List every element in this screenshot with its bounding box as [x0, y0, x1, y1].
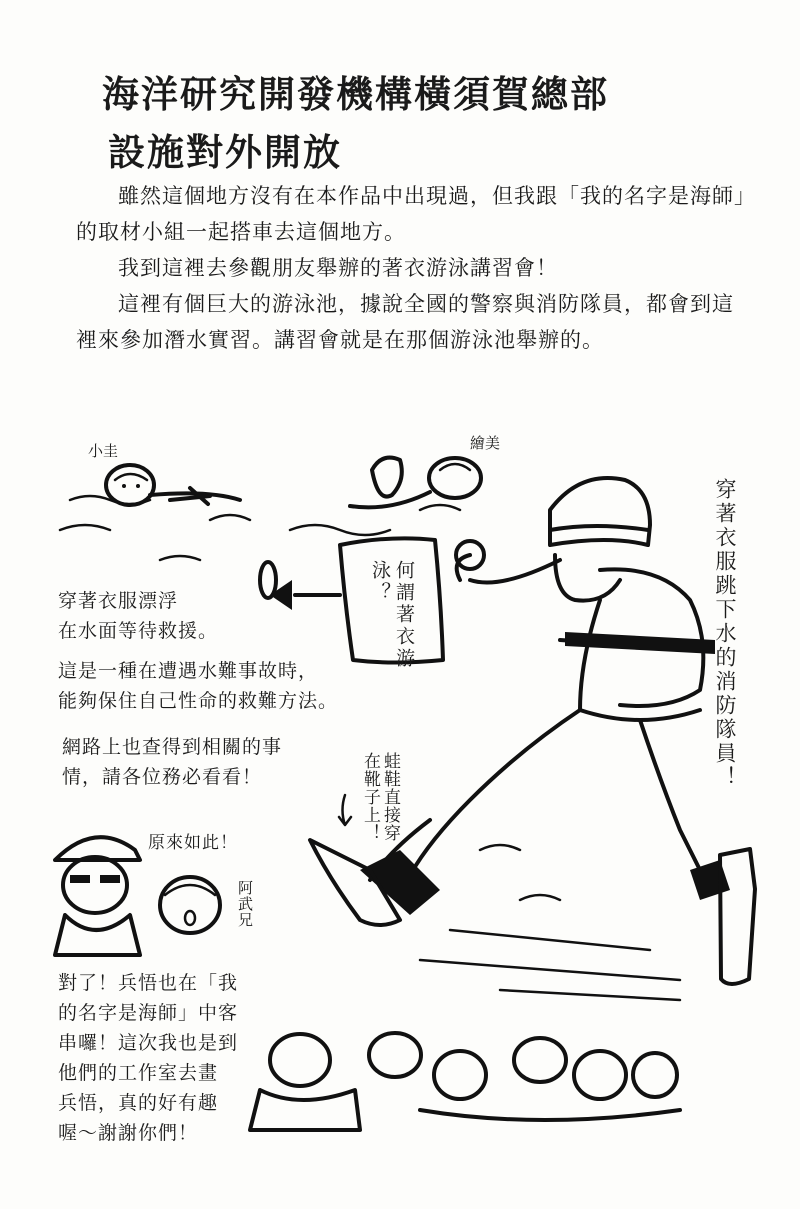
- intro-paragraph-3: 這裡有個巨大的游泳池，據說全國的警察與消防隊員，都會到這裡來參加潛水實習。講習會就是在那個游泳池舉辦的。: [76, 292, 734, 352]
- floating-person-xiaogui: [106, 465, 240, 505]
- crowd-figures: [250, 1033, 680, 1130]
- note-thanks: 對了！兵悟也在「我 的名字是海師」中客 串囉！這次我也是到 他們的工作室去畫 兵悟，真的好有趣 喔～謝謝你們！: [58, 972, 239, 1144]
- intro-paragraph-2: 我到這裡去參觀朋友舉辦的著衣游泳講習會！: [118, 256, 558, 280]
- note-web: 網路上也查得到相關的事 情，請各位務必看看！: [62, 736, 283, 788]
- note-yuanlai: 原來如此！: [148, 833, 238, 853]
- shoes-arrow: [339, 795, 351, 825]
- side-caption-firefighter: 穿著衣服跳下水的消防隊員！: [713, 478, 737, 790]
- intro-paragraph-1: 雖然這個地方沒有在本作品中出現過，但我跟「我的名字是海師」的取材小組一起搭車去這個地方。: [76, 184, 746, 244]
- note-method: 這是一種在遭遇水難事故時， 能夠保住自己性命的救難方法。: [58, 660, 339, 712]
- floating-person-huimei: [350, 458, 481, 508]
- caption-fins-on-boots: 蛙鞋直接穿在靴子上！: [360, 752, 400, 842]
- sign-text: 何謂著衣游泳？: [369, 560, 415, 670]
- motion-lines: [420, 845, 680, 1000]
- water-waves: [60, 496, 460, 560]
- label-xiaogui: 小圭: [88, 442, 119, 460]
- bystander-awu: [160, 877, 220, 933]
- label-awu: 阿武兄: [236, 880, 254, 928]
- bystander-author: [55, 837, 140, 955]
- title-line-1: 海洋研究開發機構橫須賀總部: [102, 73, 609, 116]
- title-line-2: 設施對外開放: [108, 131, 342, 174]
- firefighter-figure: [310, 478, 755, 984]
- note-float: 穿著衣服漂浮 在水面等待救援。: [58, 590, 219, 642]
- label-huimei: 繪美: [470, 434, 501, 452]
